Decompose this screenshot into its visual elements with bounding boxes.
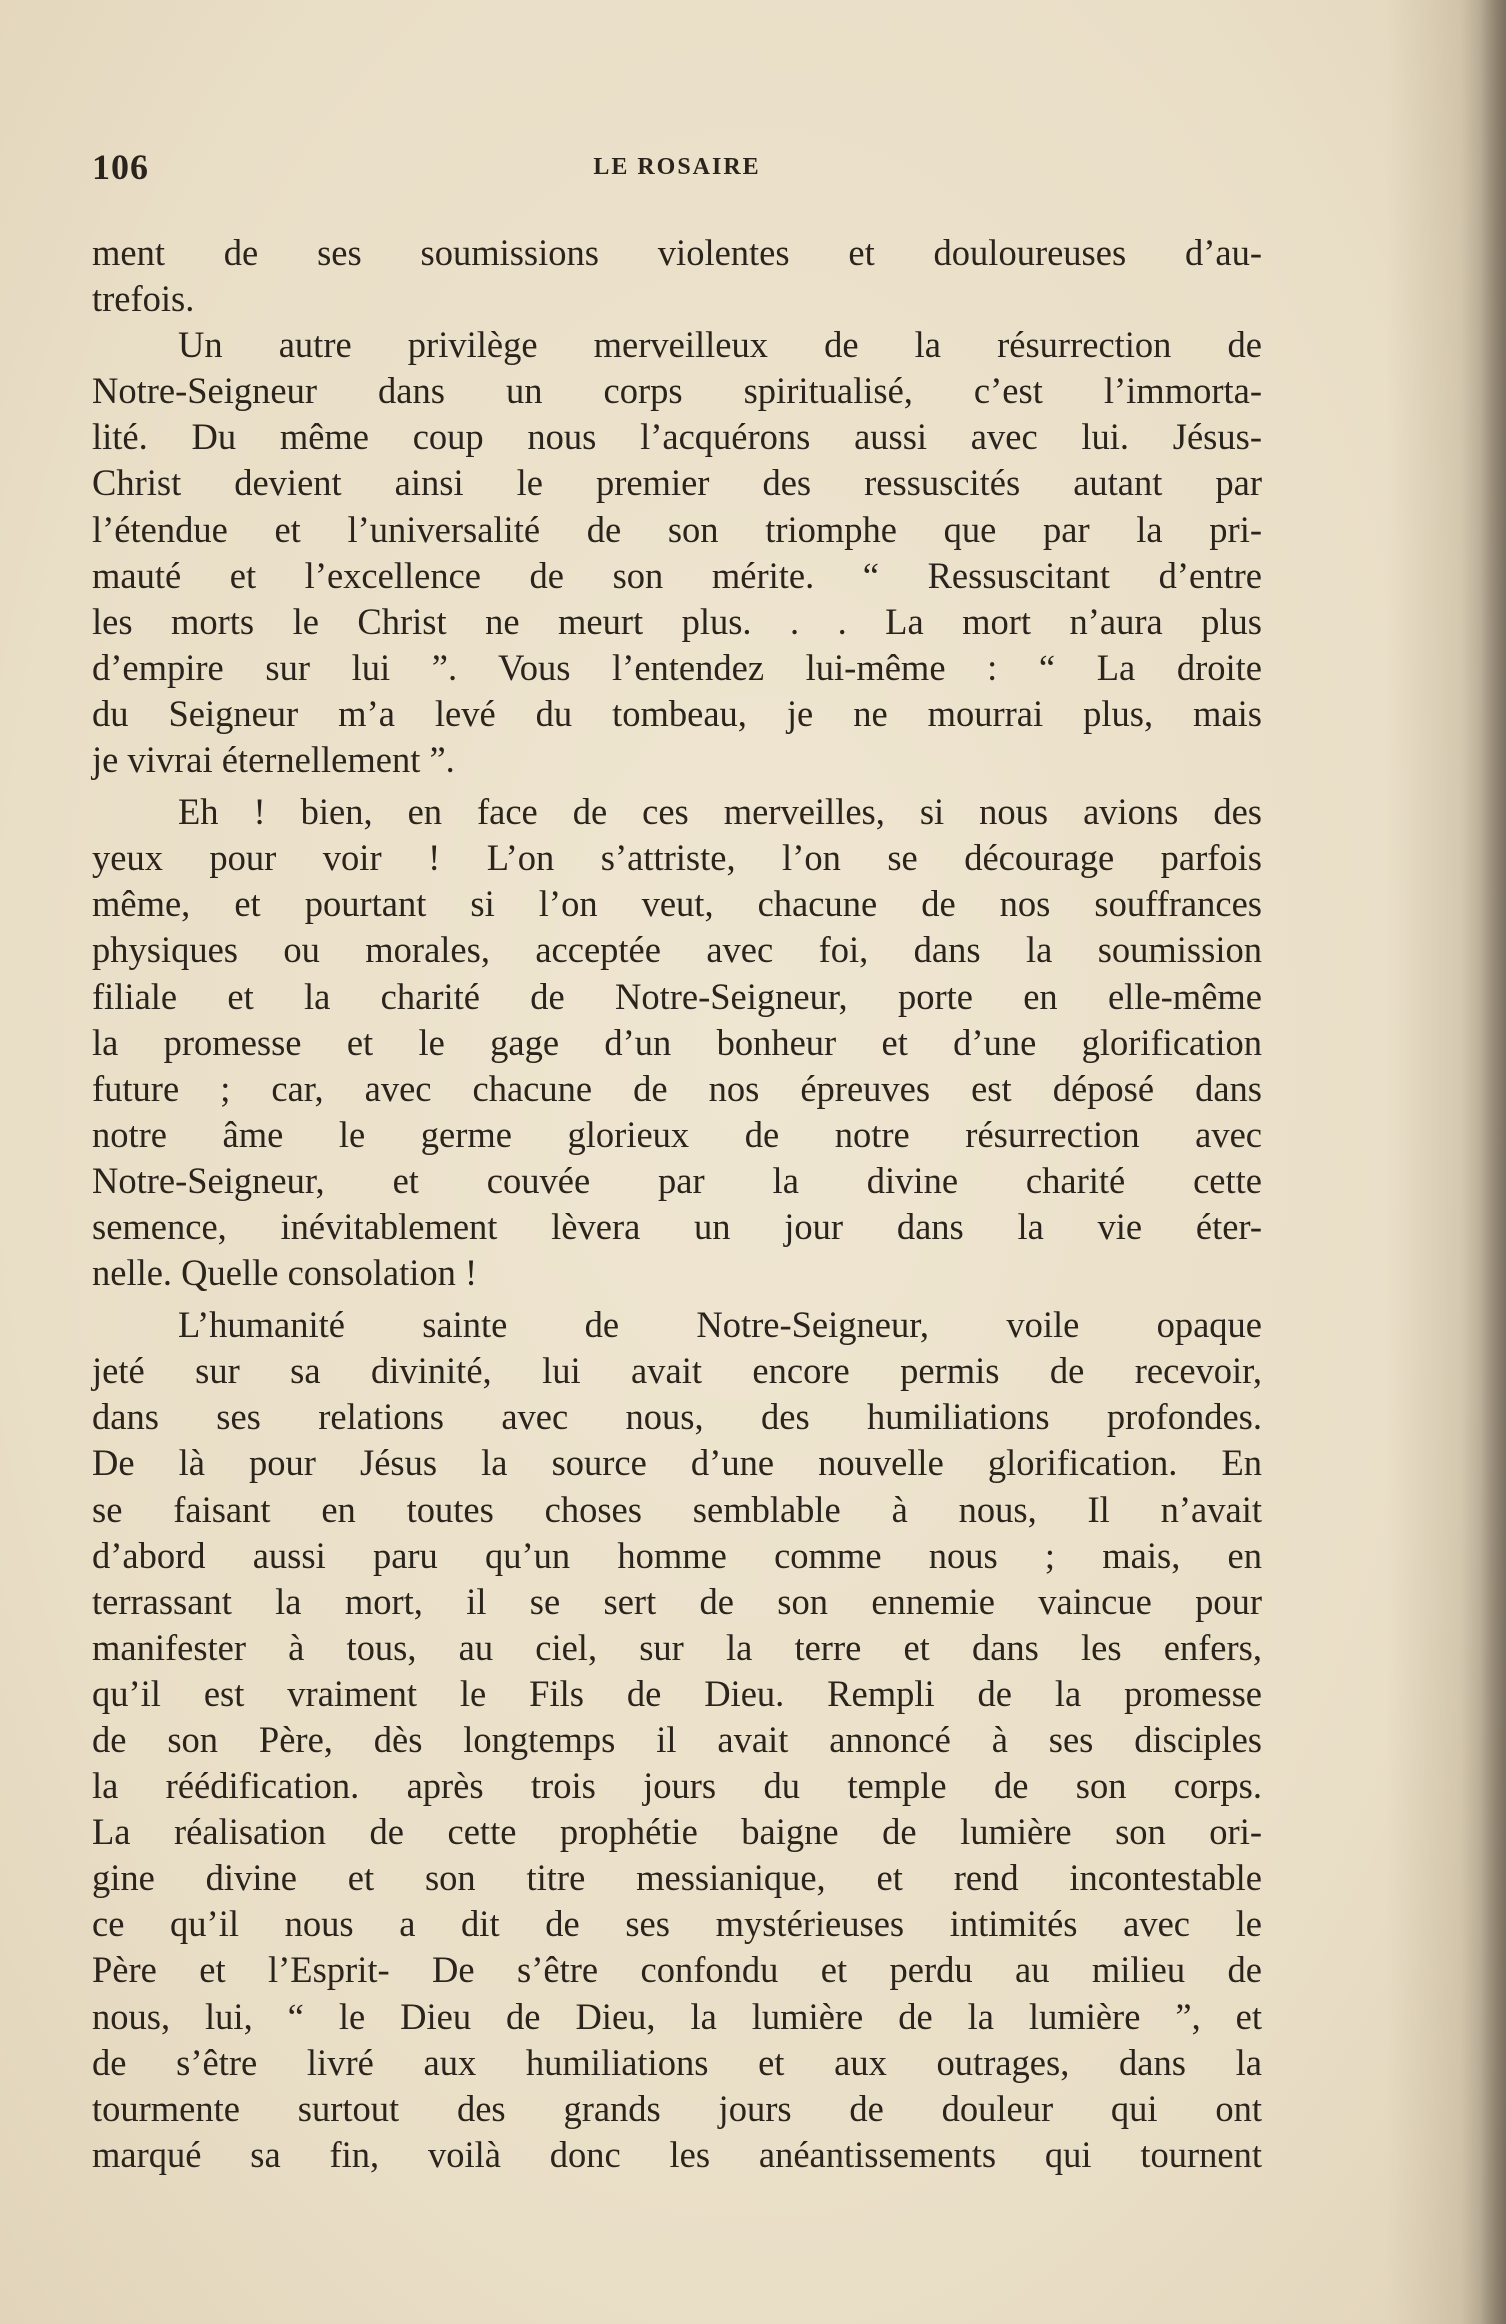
text-line: physiques ou morales, acceptée avec foi, dans la soumission	[92, 929, 1262, 971]
page-edge-shadow	[1480, 0, 1506, 2324]
text-line: qu’il est vraiment le Fils de Dieu. Rempli de la promesse	[92, 1672, 1262, 1714]
text-line: semence, inévitablement lèvera un jour dans la vie éter-	[92, 1205, 1262, 1247]
text-line: L’humanité sainte de Notre-Seigneur, voile opaque	[178, 1304, 1262, 1346]
text-line: marqué sa fin, voilà donc les anéantissements qui tournent	[92, 2133, 1262, 2175]
text-line: mauté et l’excellence de son mérite. “ Ressuscitant d’entre	[92, 554, 1262, 596]
text-line: l’étendue et l’universalité de son triomphe que par la pri-	[92, 508, 1262, 550]
text-line: lité. Du même coup nous l’acquérons aussi avec lui. Jésus-	[92, 416, 1262, 458]
text-line: De là pour Jésus la source d’une nouvelle glorification. En	[92, 1442, 1262, 1484]
text-line: je vivrai éternellement ”.	[92, 739, 455, 781]
text-line: de s’être livré aux humiliations et aux outrages, dans la	[92, 2041, 1262, 2083]
text-line: Notre-Seigneur, et couvée par la divine charité cette	[92, 1159, 1262, 1201]
body-text	[92, 230, 1262, 2178]
text-line: gine divine et son titre messianique, et rend incontestable	[92, 1857, 1262, 1899]
text-line: yeux pour voir ! L’on s’attriste, l’on se décourage parfois	[92, 837, 1262, 879]
text-line: Notre-Seigneur dans un corps spiritualisé, c’est l’immorta-	[92, 370, 1262, 412]
text-line: manifester à tous, au ciel, sur la terre et dans les enfers,	[92, 1626, 1262, 1668]
running-title: LE ROSAIRE	[593, 154, 761, 180]
paragraph-consolation	[92, 789, 1262, 1296]
page-number: 106	[92, 147, 149, 187]
page-header	[92, 146, 1262, 196]
text-line: se faisant en toutes choses semblable à nous, Il n’avait	[92, 1488, 1262, 1530]
paragraph-continuation	[92, 230, 1262, 322]
text-line: dans ses relations avec nous, des humiliations profondes.	[92, 1396, 1262, 1438]
paragraph-humanity	[92, 1302, 1262, 2178]
text-line: terrassant la mort, il se sert de son ennemie vaincue pour	[92, 1580, 1262, 1622]
text-line: notre âme le germe glorieux de notre résurrection avec	[92, 1113, 1262, 1155]
text-line: d’empire sur lui ”. Vous l’entendez lui-même : “ La droite	[92, 646, 1262, 688]
text-line: future ; car, avec chacune de nos épreuves est déposé dans	[92, 1067, 1262, 1109]
text-line: d’abord aussi paru qu’un homme comme nous ; mais, en	[92, 1534, 1262, 1576]
text-line: ce qu’il nous a dit de ses mystérieuses intimités avec le	[92, 1903, 1262, 1945]
paragraph-immortality	[92, 322, 1262, 783]
text-line: jeté sur sa divinité, lui avait encore permis de recevoir,	[92, 1350, 1262, 1392]
text-line: du Seigneur m’a levé du tombeau, je ne mourrai plus, mais	[92, 692, 1262, 734]
text-line: la promesse et le gage d’un bonheur et d’une glorification	[92, 1021, 1262, 1063]
text-line: ment de ses soumissions violentes et douloureuses d’au-	[92, 232, 1262, 273]
text-line: Père et l’Esprit- De s’être confondu et perdu au milieu de	[92, 1949, 1262, 1991]
text-line: filiale et la charité de Notre-Seigneur, porte en elle-même	[92, 975, 1262, 1017]
text-line: de son Père, dès longtemps il avait annoncé à ses disciples	[92, 1719, 1262, 1760]
text-line: Un autre privilège merveilleux de la résurrection de	[178, 324, 1262, 366]
text-line: trefois.	[92, 278, 195, 320]
text-line: même, et pourtant si l’on veut, chacune de nos souffrances	[92, 883, 1262, 925]
text-line: tourmente surtout des grands jours de douleur qui ont	[92, 2087, 1262, 2129]
text-line: nelle. Quelle consolation !	[92, 1252, 478, 1294]
text-line: Eh ! bien, en face de ces merveilles, si nous avions des	[178, 791, 1262, 833]
text-line: Christ devient ainsi le premier des ressuscités autant par	[92, 462, 1262, 504]
text-line: la réédification. après trois jours du temple de son corps.	[92, 1765, 1262, 1807]
text-line: nous, lui, “ le Dieu de Dieu, la lumière de la lumière ”, et	[92, 1995, 1262, 2037]
text-line: les morts le Christ ne meurt plus. . . La mort n’aura plus	[92, 600, 1262, 642]
text-line: La réalisation de cette prophétie baigne de lumière son ori-	[92, 1811, 1262, 1853]
